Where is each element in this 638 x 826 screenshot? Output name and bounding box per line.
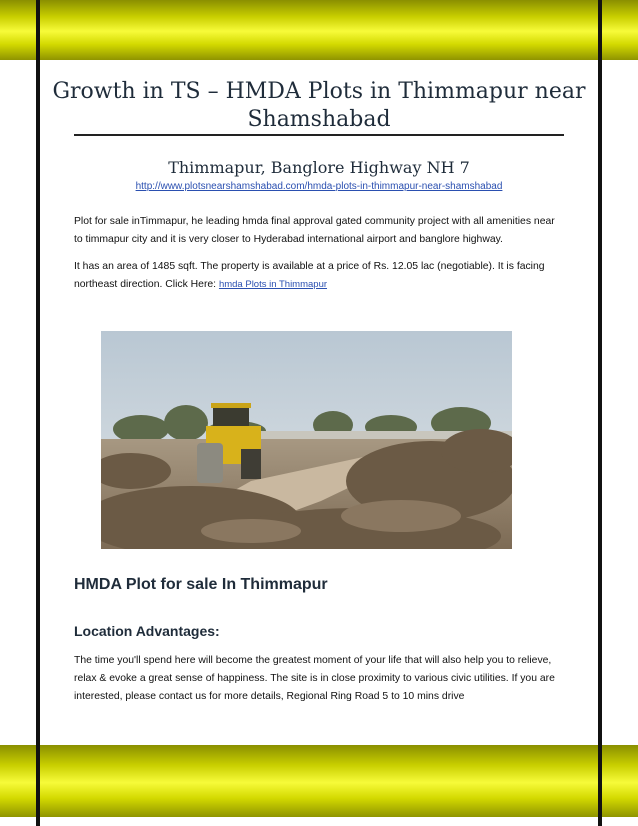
document-title: Growth in TS – HMDA Plots in Thimmapur near Shamshabad [52, 79, 586, 132]
section-heading: HMDA Plot for sale In Thimmapur [74, 576, 328, 593]
construction-site-illustration [101, 331, 512, 549]
document-subtitle: Thimmapur, Banglore Highway NH 7 [168, 158, 470, 177]
source-url-link[interactable]: http://www.plotsnearshamshabad.com/hmda-plots-in-thimmapur-near-shamshabad [135, 181, 503, 192]
location-advantages-heading: Location Advantages: [74, 623, 220, 639]
top-decorative-band [0, 0, 638, 60]
hmda-plots-link[interactable]: hmda Plots in Thimmapur [218, 279, 328, 290]
details-paragraph [74, 258, 566, 294]
right-border-line [598, 0, 602, 826]
intro-paragraph: Plot for sale inTimmapur, he leading hmda final approval gated community project with all amenities near to timmapur city and it is very closer to Hyderabad international airport and banglore highway. [74, 216, 555, 245]
construction-site-photo [101, 331, 512, 549]
location-paragraph: The time you'll spend here will become the greatest moment of your life that will also help you to relieve, relax & evoke a great sense of happiness. The site is in close proximity to various civic utilities. If you are interested, please contact us for more details, Regional Ring Road 5 to 10 mins drive [74, 655, 555, 702]
title-divider [74, 134, 564, 136]
details-text: It has an area of 1485 sqft. The property is available at a price of Rs. 12.05 lac (negotiable). It is facing northeast direction. Click Here: [74, 261, 545, 290]
bottom-decorative-band [0, 745, 638, 817]
